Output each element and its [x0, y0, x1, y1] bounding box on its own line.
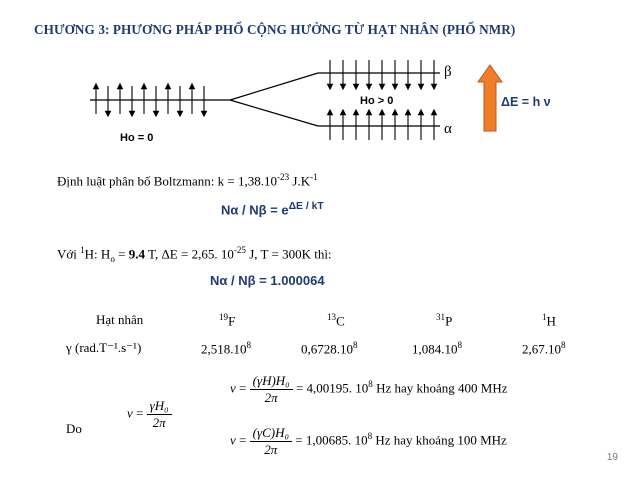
- do-label: Do: [66, 421, 82, 436]
- table-header-label: Hạt nhân: [96, 312, 144, 327]
- boltzmann-law: [57, 172, 318, 189]
- condition-prefix: Với: [57, 246, 81, 262]
- general-frequency-formula: [127, 398, 172, 431]
- c-result: = 1,00685. 10: [295, 432, 368, 448]
- h-frequency-formula: [230, 373, 508, 406]
- mass-number: 13: [327, 312, 337, 322]
- fraction: [250, 425, 292, 458]
- gamma-exp: 8: [561, 340, 566, 350]
- result-value: 1.000064: [270, 273, 325, 288]
- gamma-h: [522, 340, 566, 357]
- element-symbol: F: [228, 313, 236, 329]
- result-lhs: Nα / Nβ =: [210, 273, 271, 288]
- population-ratio-result: [210, 273, 325, 288]
- mass-number: 1: [542, 312, 547, 322]
- energy-up-arrow-icon: [477, 64, 503, 132]
- nucleus-c: [327, 312, 345, 329]
- condition-field-value: 9.4: [128, 246, 145, 262]
- h0-zero-label: Ho = 0: [120, 132, 154, 144]
- equals-sign: =: [239, 432, 247, 448]
- delta-e-label: ΔE = h ν: [501, 95, 551, 109]
- nucleus-f: [219, 312, 235, 329]
- equals-sign: =: [239, 380, 247, 396]
- element-symbol: C: [336, 313, 345, 329]
- h-suffix: Hz hay khoảng 400 MHz: [372, 380, 508, 396]
- equals-sign: =: [136, 405, 144, 421]
- population-ratio-formula: [221, 201, 324, 217]
- gamma-row-label: γ (rad.T⁻¹.s⁻¹): [66, 340, 142, 355]
- gamma-f: [201, 340, 251, 357]
- condition-suffix: J, T = 300K thì:: [245, 246, 332, 262]
- gamma-value: 1,084.10: [412, 341, 458, 357]
- numerator: γH₀: [147, 398, 172, 415]
- page-title: CHƯƠNG 3: PHƯƠNG PHÁP PHỔ CỘNG HƯỞNG TỪ HẠT NHÂN (PHỔ NMR): [34, 22, 516, 37]
- denominator: 2π: [264, 390, 278, 405]
- ratio-exponent: ΔE / kT: [288, 201, 324, 212]
- condition-text: [57, 245, 332, 264]
- c-suffix: Hz hay khoảng 100 MHz: [372, 432, 507, 448]
- numerator: (γC)H₀: [250, 425, 292, 442]
- boltzmann-unit: J.K: [289, 173, 311, 189]
- condition-sub: o: [110, 253, 115, 264]
- alpha-label: α: [444, 121, 452, 137]
- condition-h: H: H: [84, 246, 111, 262]
- gamma-c: [301, 340, 358, 357]
- c-exp: 8: [367, 431, 373, 442]
- nu-symbol: ν: [230, 380, 236, 396]
- fraction: [250, 373, 293, 406]
- ratio-lhs: Nα / Nβ = e: [221, 202, 289, 218]
- gamma-p: [412, 340, 462, 357]
- boltzmann-unit-exponent: -1: [310, 172, 318, 182]
- condition-eq: =: [114, 246, 129, 262]
- condition-delta: T, ΔE = 2,65. 10: [144, 246, 234, 262]
- beta-label: β: [444, 64, 452, 80]
- mass-number: 31: [436, 312, 446, 322]
- nu-symbol: ν: [127, 405, 133, 421]
- numerator: (γH)H₀: [250, 373, 293, 390]
- nu-symbol: ν: [230, 432, 236, 448]
- gamma-exp: 8: [353, 340, 358, 350]
- denominator: 2π: [152, 415, 166, 430]
- h0-positive-label: Ho > 0: [360, 95, 394, 107]
- gamma-value: 2,518.10: [201, 341, 247, 357]
- h-result: = 4,00195. 10: [295, 380, 369, 396]
- gamma-exp: 8: [246, 340, 252, 350]
- element-symbol: H: [546, 313, 556, 329]
- c-frequency-formula: [230, 425, 507, 458]
- gamma-value: 0,6728.10: [301, 341, 353, 357]
- nucleus-h: [542, 312, 556, 329]
- nucleus-p: [436, 312, 452, 329]
- mass-number: 19: [219, 312, 229, 322]
- gamma-exp: 8: [457, 340, 463, 350]
- fraction: [147, 398, 172, 431]
- h-exp: 8: [368, 379, 373, 390]
- element-symbol: P: [445, 313, 453, 329]
- page-number: 19: [606, 452, 618, 463]
- gamma-value: 2,67.10: [522, 341, 561, 357]
- condition-mass: 1: [80, 245, 85, 255]
- denominator: 2π: [264, 442, 278, 457]
- boltzmann-exponent: -23: [277, 172, 290, 182]
- condition-exp: -25: [233, 245, 246, 255]
- boltzmann-text: Định luật phân bố Boltzmann: k = 1,38.10: [57, 173, 278, 189]
